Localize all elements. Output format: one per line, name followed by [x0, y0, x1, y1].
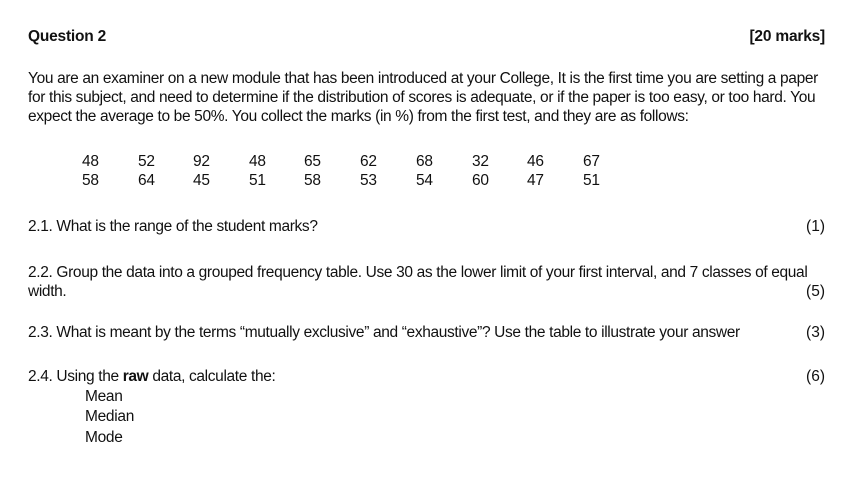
question-title: Question 2 [28, 28, 107, 45]
mark-value: 58 [304, 172, 321, 189]
question-2-4-suffix: data, calculate the: [148, 368, 276, 385]
mark-value: 51 [249, 172, 266, 189]
mark-value: 47 [527, 172, 544, 189]
mark-value: 48 [82, 153, 99, 170]
mark-value: 68 [416, 153, 433, 170]
mark-value: 53 [360, 172, 377, 189]
mark-value: 32 [472, 153, 489, 170]
mark-value: 62 [360, 153, 377, 170]
question-2-3-marks: (3) [806, 324, 825, 341]
mark-value: 65 [304, 153, 321, 170]
mark-value: 92 [193, 153, 210, 170]
mark-value: 45 [193, 172, 210, 189]
intro-line: You are an examiner on a new module that has been introduced at your College, It is the first time you are setting a paper [28, 70, 818, 87]
question-2-2-text-cont: width. [28, 283, 67, 300]
intro-line: expect the average to be 50%. You collect the marks (in %) from the first test, and they are as follows: [28, 108, 689, 125]
mark-value: 48 [249, 153, 266, 170]
question-2-4-prefix: 2.4. Using the [28, 368, 123, 385]
question-2-2-text: 2.2. Group the data into a grouped frequency table. Use 30 as the lower limit of your first interval, and 7 classes of equal [28, 264, 808, 281]
question-2-1-text: 2.1. What is the range of the student marks? [28, 218, 318, 235]
question-total-marks: [20 marks] [749, 28, 825, 45]
mark-value: 51 [583, 172, 600, 189]
question-2-2-marks: (5) [806, 283, 825, 300]
question-2-4-text [28, 368, 275, 386]
question-2-3-text: 2.3. What is meant by the terms “mutually exclusive” and “exhaustive”? Use the table to illustrate your answer [28, 324, 740, 341]
intro-line: for this subject, and need to determine if the distribution of scores is adequate, or if the paper is too easy, or too hard. You [28, 89, 816, 106]
question-2-1-marks: (1) [806, 218, 825, 235]
mark-value: 58 [82, 172, 99, 189]
question-2-4-emphasis: raw [122, 368, 149, 385]
mark-value: 52 [138, 153, 155, 170]
mark-value: 60 [472, 172, 489, 189]
mark-value: 67 [583, 153, 600, 170]
calc-item-mean: Mean [85, 388, 123, 405]
calc-item-median: Median [85, 408, 135, 425]
intro-paragraph [28, 69, 843, 126]
question-2-4-marks: (6) [806, 368, 825, 385]
mark-value: 54 [416, 172, 433, 189]
calc-item-mode: Mode [85, 429, 123, 446]
mark-value: 46 [527, 153, 544, 170]
mark-value: 64 [138, 172, 155, 189]
